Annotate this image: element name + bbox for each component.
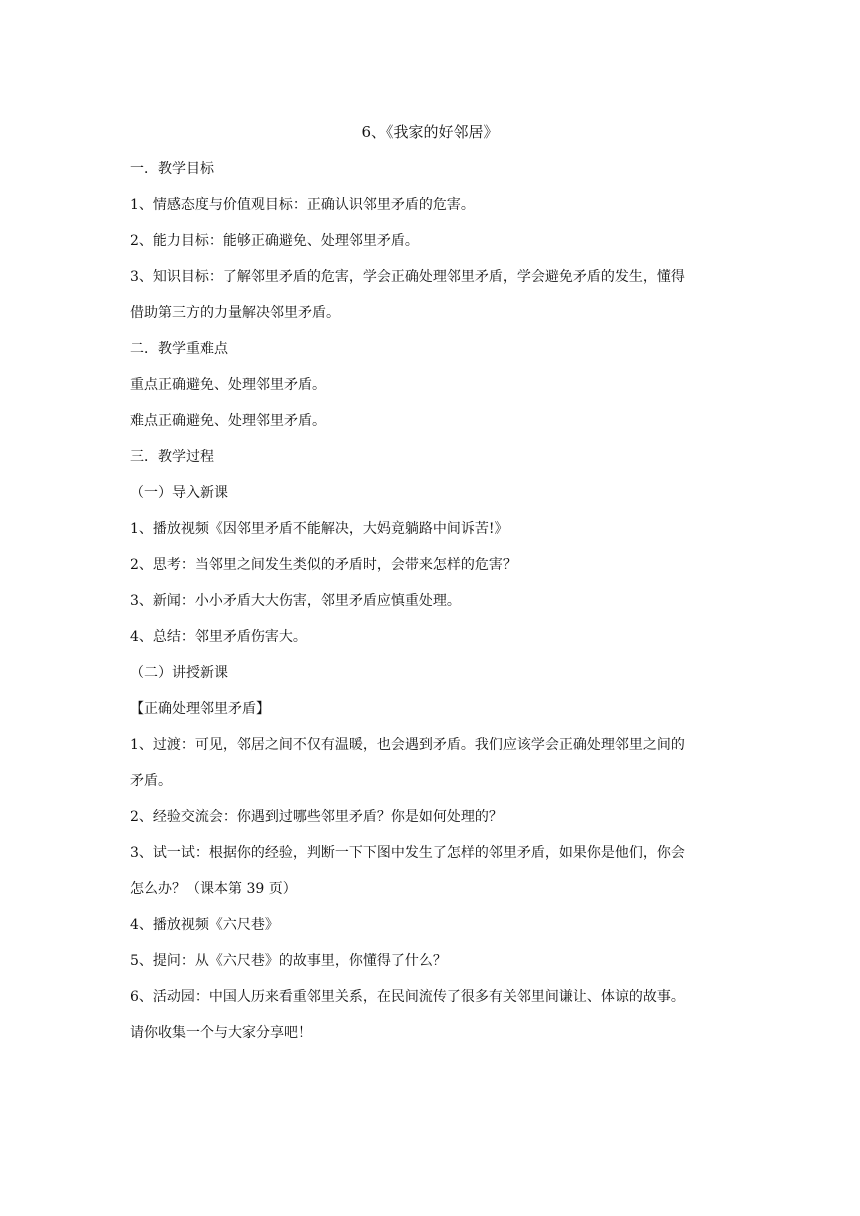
document-title: 6、《我家的好邻居》 xyxy=(361,123,499,141)
objective-item: 2、能力目标：能够正确避免、处理邻里矛盾。 xyxy=(130,233,419,249)
subsection-heading-intro: （一）导入新课 xyxy=(130,485,228,501)
section-heading-process: 三．教学过程 xyxy=(130,449,214,465)
subsection-heading-lecture: （二）讲授新课 xyxy=(130,665,228,681)
difficult-point-item: 难点正确避免、处理邻里矛盾。 xyxy=(130,413,326,429)
key-point-item: 重点正确避免、处理邻里矛盾。 xyxy=(130,377,326,393)
lecture-item: 4、播放视频《六尺巷》 xyxy=(130,917,279,933)
process-item: 3、新闻：小小矛盾大大伤害，邻里矛盾应慎重处理。 xyxy=(130,593,461,609)
objective-item: 1、情感态度与价值观目标：正确认识邻里矛盾的危害。 xyxy=(130,197,475,213)
objective-item: 3、知识目标：了解邻里矛盾的危害，学会正确处理邻里矛盾，学会避免矛盾的发生，懂得 xyxy=(130,269,685,285)
lecture-item: 6、活动园：中国人历来看重邻里关系，在民间流传了很多有关邻里间谦让、体谅的故事。 xyxy=(130,989,685,1005)
objective-item-continued: 借助第三方的力量解决邻里矛盾。 xyxy=(130,305,340,321)
lecture-item: 2、经验交流会：你遇到过哪些邻里矛盾？你是如何处理的？ xyxy=(130,809,503,825)
lecture-item: 3、试一试：根据你的经验，判断一下下图中发生了怎样的邻里矛盾，如果你是他们，你会 xyxy=(130,845,685,861)
topic-heading: 【正确处理邻里矛盾】 xyxy=(130,701,270,717)
section-heading-objectives: 一．教学目标 xyxy=(130,161,214,177)
process-item: 4、总结：邻里矛盾伤害大。 xyxy=(130,629,307,645)
lecture-item-continued: 矛盾。 xyxy=(130,773,172,789)
document-body xyxy=(130,159,736,1058)
lecture-item: 5、提问：从《六尺巷》的故事里，你懂得了什么？ xyxy=(130,953,447,969)
lecture-item: 1、过渡：可见，邻居之间不仅有温暖，也会遇到矛盾。我们应该学会正确处理邻里之间的 xyxy=(130,737,685,753)
lecture-item-continued: 怎么办？（课本第 39 页） xyxy=(130,881,297,897)
process-item: 2、思考：当邻里之间发生类似的矛盾时，会带来怎样的危害？ xyxy=(130,557,517,573)
lecture-item-continued: 请你收集一个与大家分享吧！ xyxy=(130,1025,312,1041)
section-heading-key-points: 二．教学重难点 xyxy=(130,341,228,357)
process-item: 1、播放视频《因邻里矛盾不能解决，大妈竟躺路中间诉苦!》 xyxy=(130,521,509,537)
